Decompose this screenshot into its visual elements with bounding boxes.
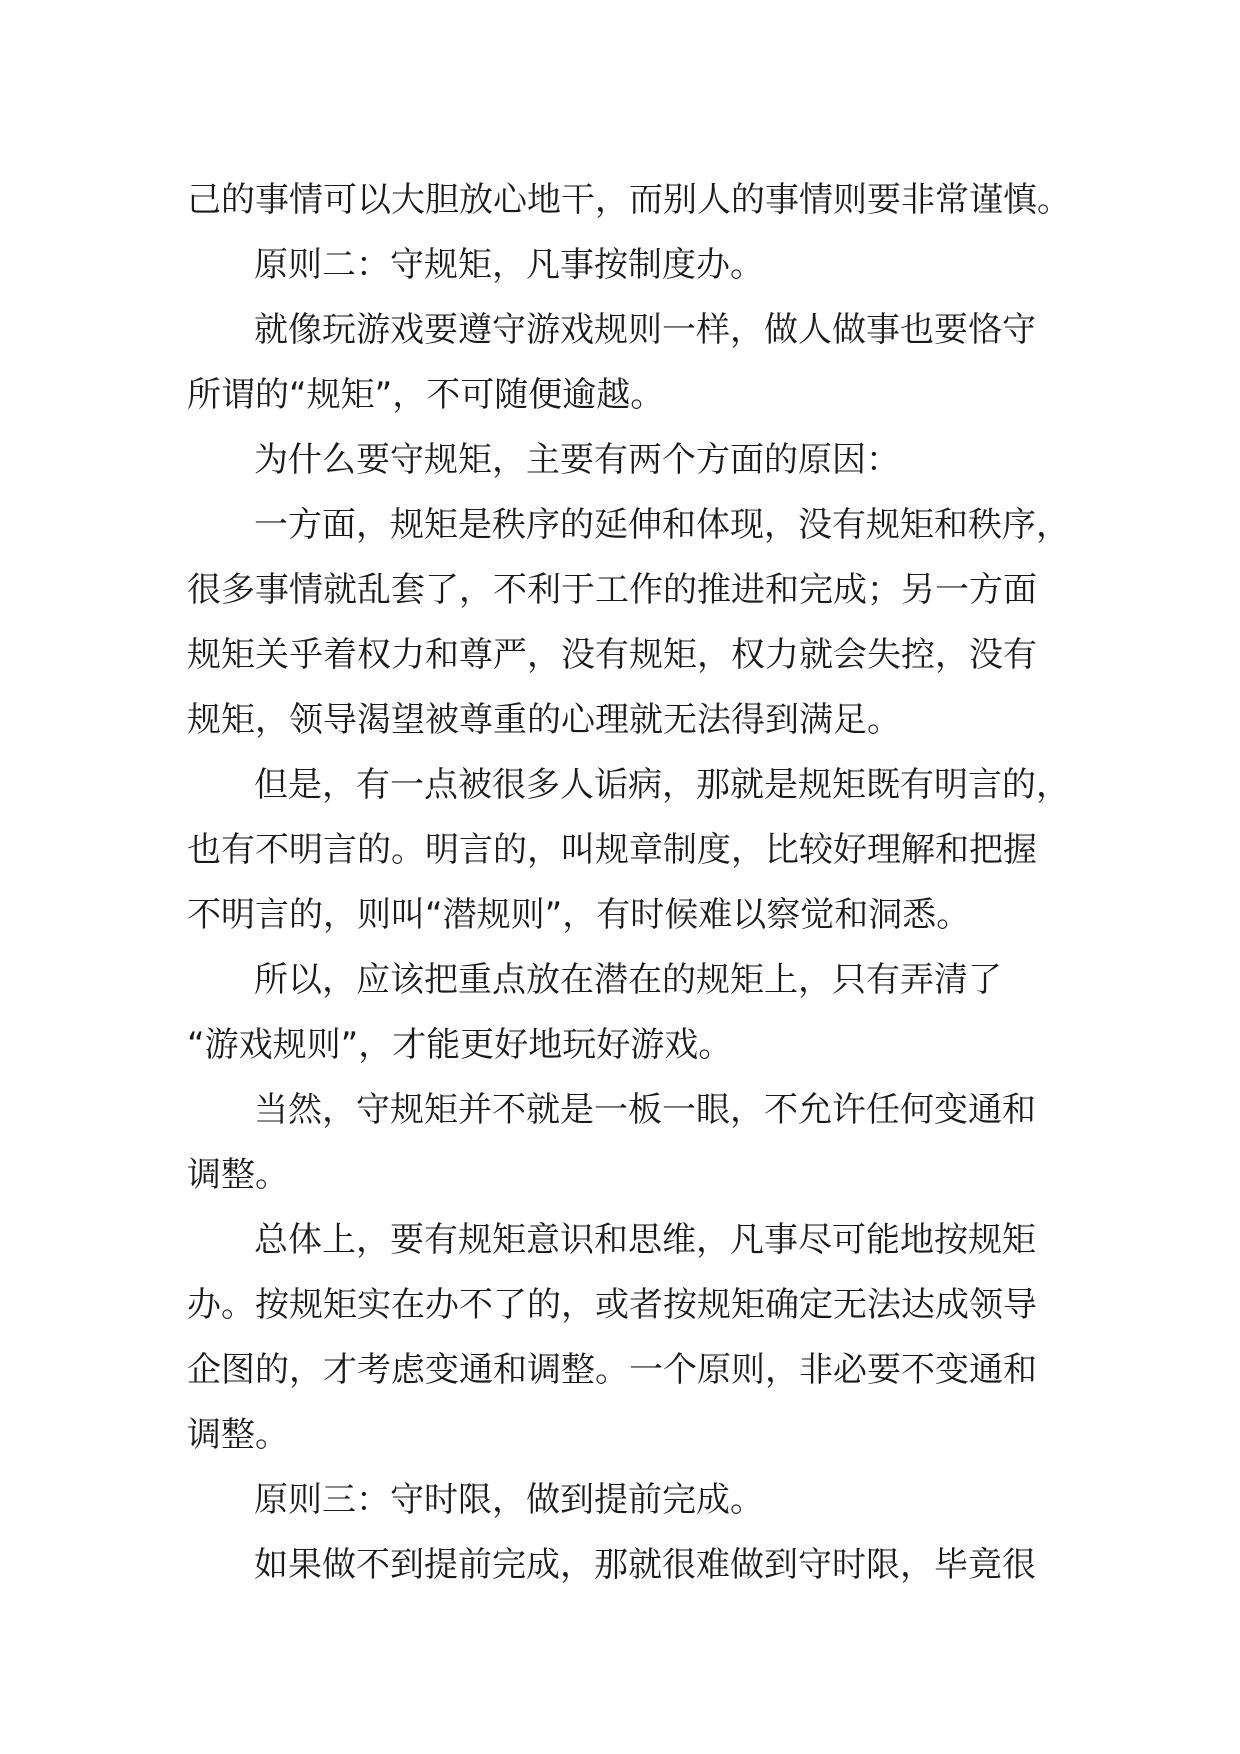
text-line: 为什么要守规矩，主要有两个方面的原因：: [254, 440, 900, 480]
text-line: 很多事情就乱套了，不利于工作的推进和完成；另一方面: [187, 570, 1037, 610]
text-line: 规矩，领导渴望被尊重的心理就无法得到满足。: [187, 700, 901, 740]
text-line: 但是，有一点被很多人诟病，那就是规矩既有明言的，: [254, 765, 1070, 805]
text-line: 办。按规矩实在办不了的，或者按规矩确定无法达成领导: [187, 1285, 1037, 1325]
text-line: 原则三：守时限，做到提前完成。: [254, 1480, 764, 1520]
text-line: “游戏规则”，才能更好地玩好游戏。: [187, 1025, 733, 1065]
text-line: 企图的，才考虑变通和调整。一个原则，非必要不变通和: [187, 1350, 1037, 1390]
text-line: 不明言的，则叫“潜规则”，有时候难以察觉和洞悉。: [187, 895, 971, 935]
text-line: 就像玩游戏要遵守游戏规则一样，做人做事也要恪守: [254, 310, 1036, 350]
text-line: 总体上，要有规矩意识和思维，凡事尽可能地按规矩: [254, 1220, 1036, 1260]
text-line: 如果做不到提前完成，那就很难做到守时限，毕竟很: [254, 1545, 1036, 1585]
text-line: 规矩关乎着权力和尊严，没有规矩，权力就会失控，没有: [187, 635, 1037, 675]
body-text: [187, 168, 1071, 1598]
text-line: 己的事情可以大胆放心地干，而别人的事情则要非常谨慎。: [187, 180, 1071, 220]
text-line: 调整。: [187, 1415, 289, 1455]
text-line: 原则二：守规矩，凡事按制度办。: [254, 245, 764, 285]
text-line: 当然，守规矩并不就是一板一眼，不允许任何变通和: [254, 1090, 1036, 1130]
text-line: 调整。: [187, 1155, 289, 1195]
text-line: 也有不明言的。明言的，叫规章制度，比较好理解和把握: [187, 830, 1037, 870]
text-line: 所谓的“规矩”，不可随便逾越。: [187, 375, 665, 415]
text-line: 所以，应该把重点放在潜在的规矩上，只有弄清了: [254, 960, 1002, 1000]
text-line: 一方面，规矩是秩序的延伸和体现，没有规矩和秩序，: [254, 505, 1070, 545]
